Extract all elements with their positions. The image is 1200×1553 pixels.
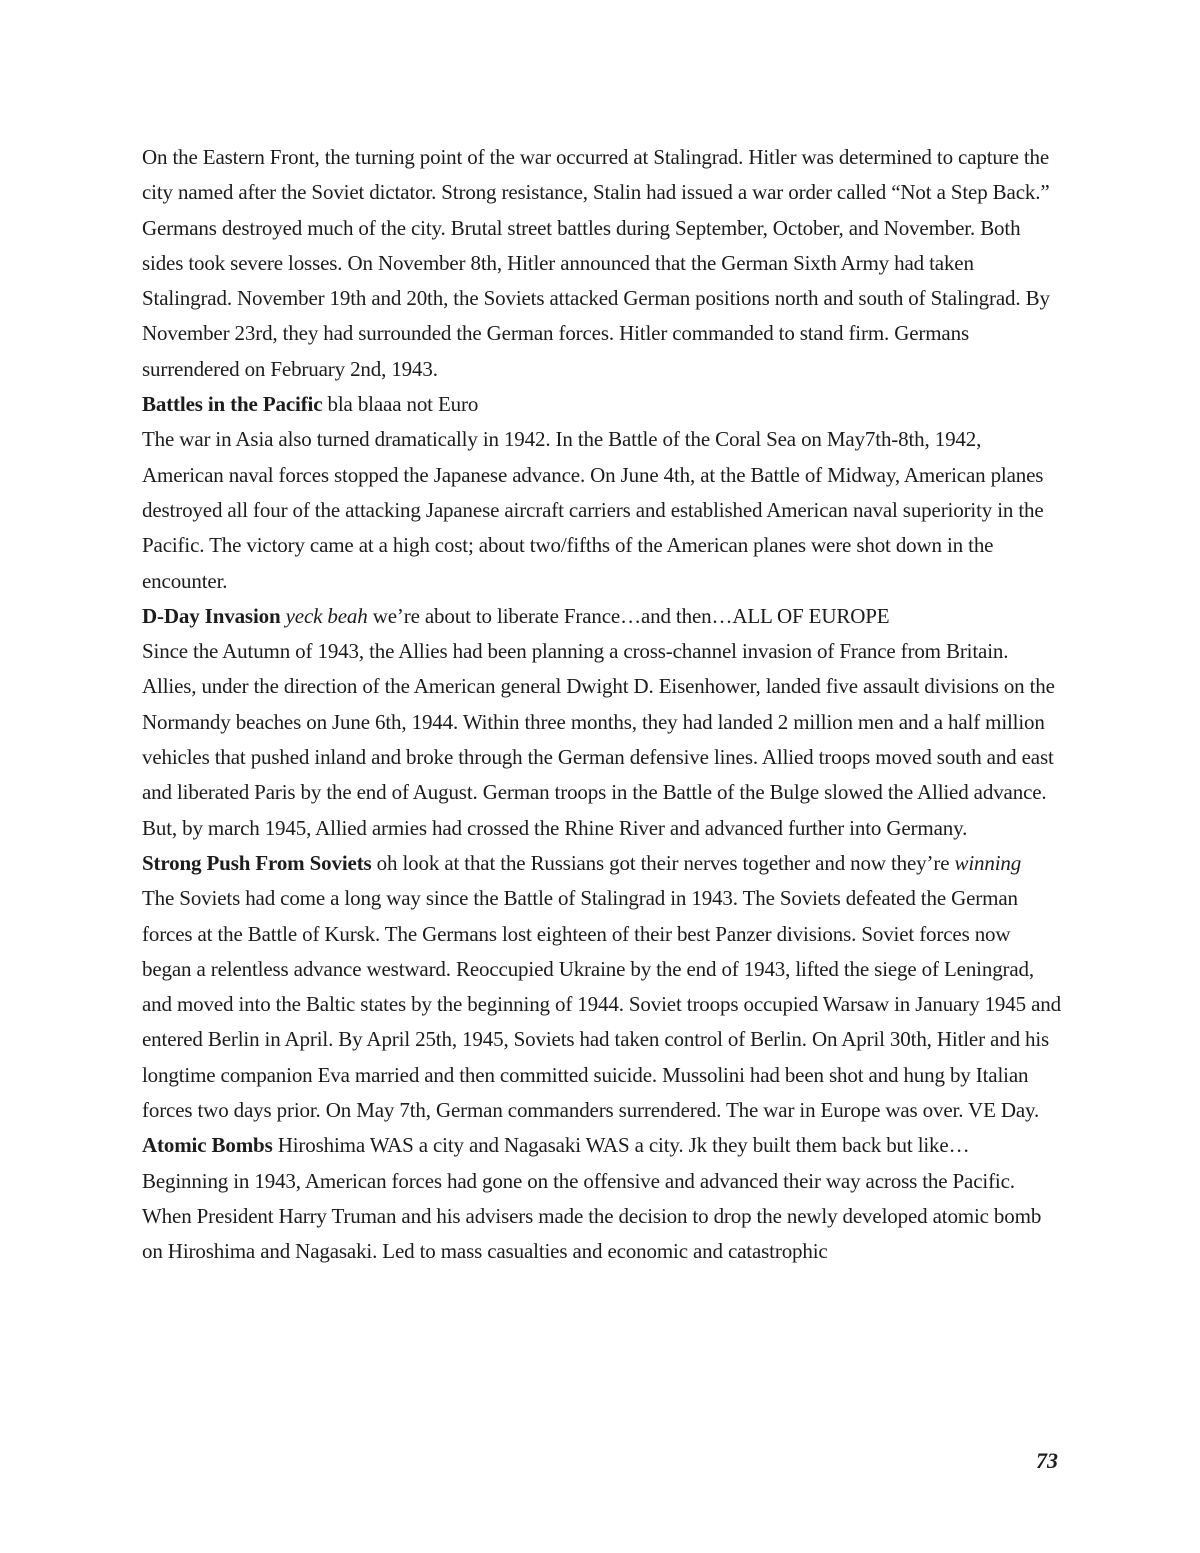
dday-note-italic: yeck beah xyxy=(280,603,368,628)
atomic-heading: Atomic Bombs xyxy=(142,1133,273,1158)
soviets-note: oh look at that the Russians got their nerves together and now they’re xyxy=(371,850,955,875)
dday-heading-line xyxy=(142,599,1062,634)
pacific-heading: Battles in the Pacific xyxy=(142,392,323,417)
pacific-paragraph: The war in Asia also turned dramatically in 1942. In the Battle of the Coral Sea on May7th-8th, 1942, American naval forces stopped the Japanese advance. On June 4th, at the Battle of Midway, American planes destroyed all four of the attacking Japanese aircraft carriers and established American naval superiority in the Pacific. The victory came at a high cost; about two/fifths of the American planes were shot down in the encounter. xyxy=(142,427,1044,593)
pacific-note: bla blaaa not Euro xyxy=(322,392,479,417)
atomic-note: Hiroshima WAS a city and Nagasaki WAS a city. Jk they built them back but like… xyxy=(272,1133,970,1158)
soviets-note-italic: winning xyxy=(954,850,1022,875)
pacific-heading-line xyxy=(142,387,1062,422)
dday-heading: D-Day Invasion xyxy=(142,603,281,628)
dday-paragraph: Since the Autumn of 1943, the Allies had been planning a cross-channel invasion of France from Britain. Allies, under the direction of the American general Dwight D. Eisenhower, landed five assault divisions on the Normandy beaches on June 6th, 1944. Within three months, they had landed 2 million men and a half million vehicles that pushed inland and broke through the German defensive lines. Allied troops moved south and east and liberated Paris by the end of August. German troops in the Battle of the Bulge slowed the Allied advance. But, by march 1945, Allied armies had crossed the Rhine River and advanced further into Germany. xyxy=(142,639,1055,840)
soviets-heading: Strong Push From Soviets xyxy=(142,850,372,875)
dday-note: we’re about to liberate France…and then…ALL OF EUROPE xyxy=(367,603,890,628)
page-number: 73 xyxy=(1036,1448,1058,1473)
soviets-paragraph: The Soviets had come a long way since the Battle of Stalingrad in 1943. The Soviets defeated the German forces at the Battle of Kursk. The Germans lost eighteen of their best Panzer divisions. Soviet forces now began a relentless advance westward. Reoccupied Ukraine by the end of 1943, lifted the siege of Leningrad, and moved into the Baltic states by the beginning of 1944. Soviet troops occupied Warsaw in January 1945 and entered Berlin in April. By April 25th, 1945, Soviets had taken control of Berlin. On April 30th, Hitler and his longtime companion Eva married and then committed suicide. Mussolini had been shot and hung by Italian forces two days prior. On May 7th, German commanders surrendered. The war in Europe was over. VE Day. xyxy=(142,886,1061,1123)
atomic-heading-line xyxy=(142,1128,1062,1163)
atomic-paragraph: Beginning in 1943, American forces had gone on the offensive and advanced their way across the Pacific. When President Harry Truman and his advisers made the decision to drop the newly developed atomic bomb on Hiroshima and Nagasaki. Led to mass casualties and economic and catastrophic xyxy=(142,1168,1042,1264)
page-body xyxy=(142,140,1062,1270)
stalingrad-paragraph: On the Eastern Front, the turning point of the war occurred at Stalingrad. Hitler was determined to capture the city named after the Soviet dictator. Strong resistance, Stalin had issued a war order called “Not a Step Back.” Germans destroyed much of the city. Brutal street battles during September, October, and November. Both sides took severe losses. On November 8th, Hitler announced that the German Sixth Army had taken Stalingrad. November 19th and 20th, the Soviets attacked German positions north and south of Stalingrad. By November 23rd, they had surrounded the German forces. Hitler commanded to stand firm. Germans surrendered on February 2nd, 1943. xyxy=(142,145,1050,381)
soviets-heading-line xyxy=(142,846,1062,881)
